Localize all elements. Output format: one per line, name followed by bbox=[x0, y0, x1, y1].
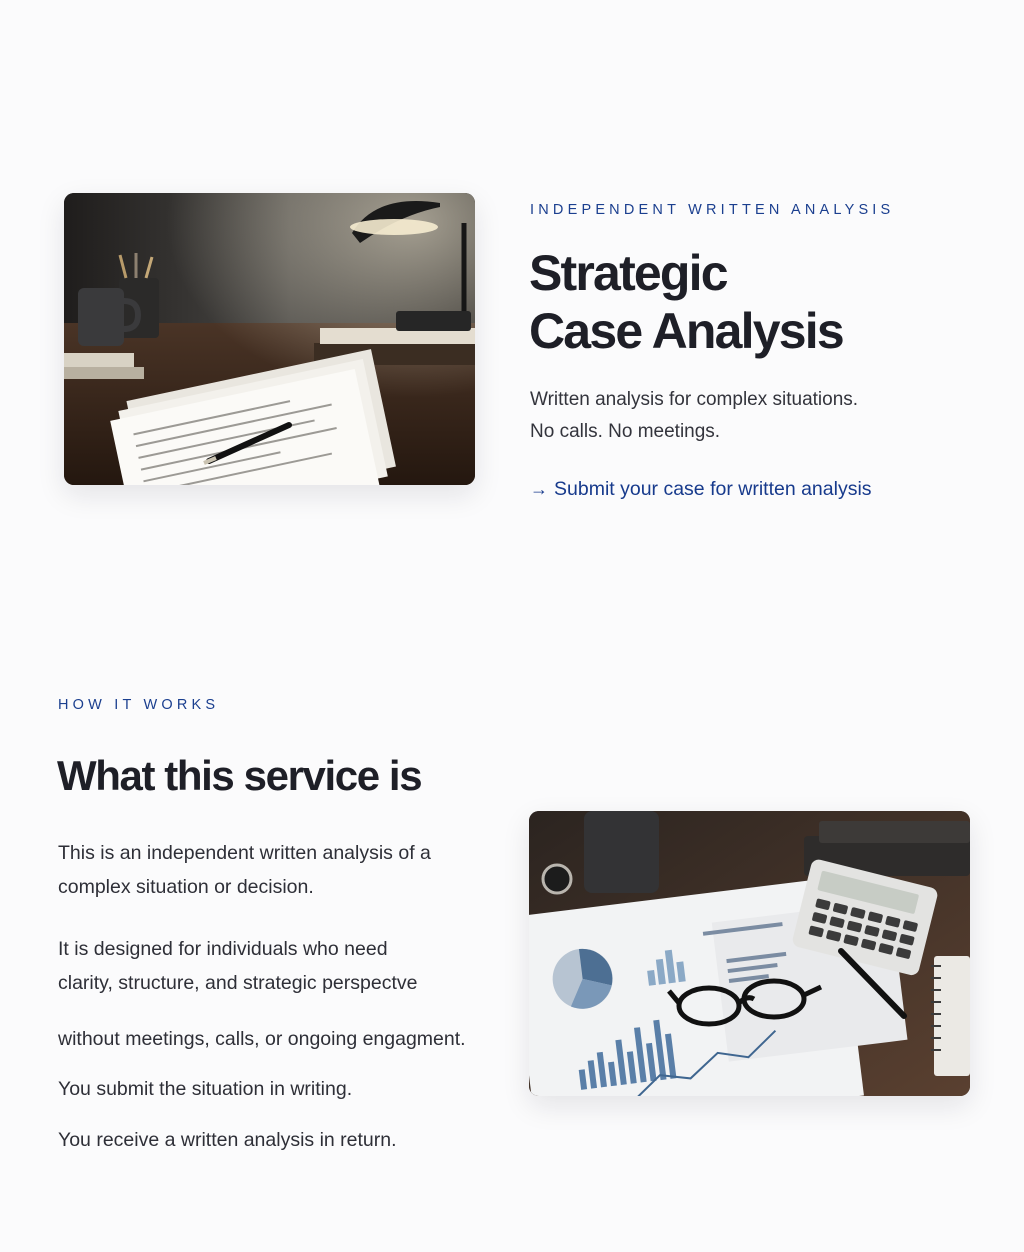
paragraph-5 bbox=[58, 1123, 397, 1157]
paragraph-2-line1: It is designed for individuals who need bbox=[58, 938, 388, 960]
paragraph-3 bbox=[58, 1022, 466, 1056]
paragraph-1 bbox=[58, 836, 431, 904]
arrow-right-icon: → bbox=[530, 479, 548, 499]
charts-glasses-photo-icon bbox=[529, 811, 970, 1096]
hero-subtitle bbox=[530, 384, 858, 448]
paragraph-3-line: without meetings, calls, or ongoing engagment. bbox=[58, 1028, 466, 1050]
hero-subtitle-line1: Written analysis for complex situations. bbox=[530, 389, 859, 410]
paragraph-1-line2: complex situation or decision. bbox=[58, 876, 314, 898]
hero-title-line2: Case Analysis bbox=[529, 303, 843, 359]
hero-eyebrow: INDEPENDENT WRITTEN ANALYSIS bbox=[530, 202, 895, 218]
paragraph-1-line1: This is an independent written analysis of a bbox=[58, 842, 431, 864]
hero-title bbox=[529, 244, 843, 360]
paragraph-4-line: You submit the situation in writing. bbox=[58, 1078, 353, 1100]
paragraph-4 bbox=[58, 1072, 352, 1106]
submit-case-label: Submit your case for written analysis bbox=[554, 478, 872, 500]
paragraph-5-line: You receive a written analysis in return. bbox=[58, 1129, 397, 1151]
desk-documents-photo-icon bbox=[64, 193, 475, 485]
how-it-works-title: What this service is bbox=[57, 752, 422, 799]
paragraph-2-line2: clarity, structure, and strategic perspectve bbox=[58, 972, 418, 994]
hero-image bbox=[64, 193, 475, 485]
submit-case-link[interactable] bbox=[530, 478, 872, 501]
how-it-works-image bbox=[529, 811, 970, 1096]
paragraph-2 bbox=[58, 932, 417, 1000]
hero-subtitle-line2: No calls. No meetings. bbox=[530, 421, 721, 442]
how-it-works-eyebrow: HOW IT WORKS bbox=[58, 697, 220, 713]
hero-title-line1: Strategic bbox=[529, 245, 727, 301]
